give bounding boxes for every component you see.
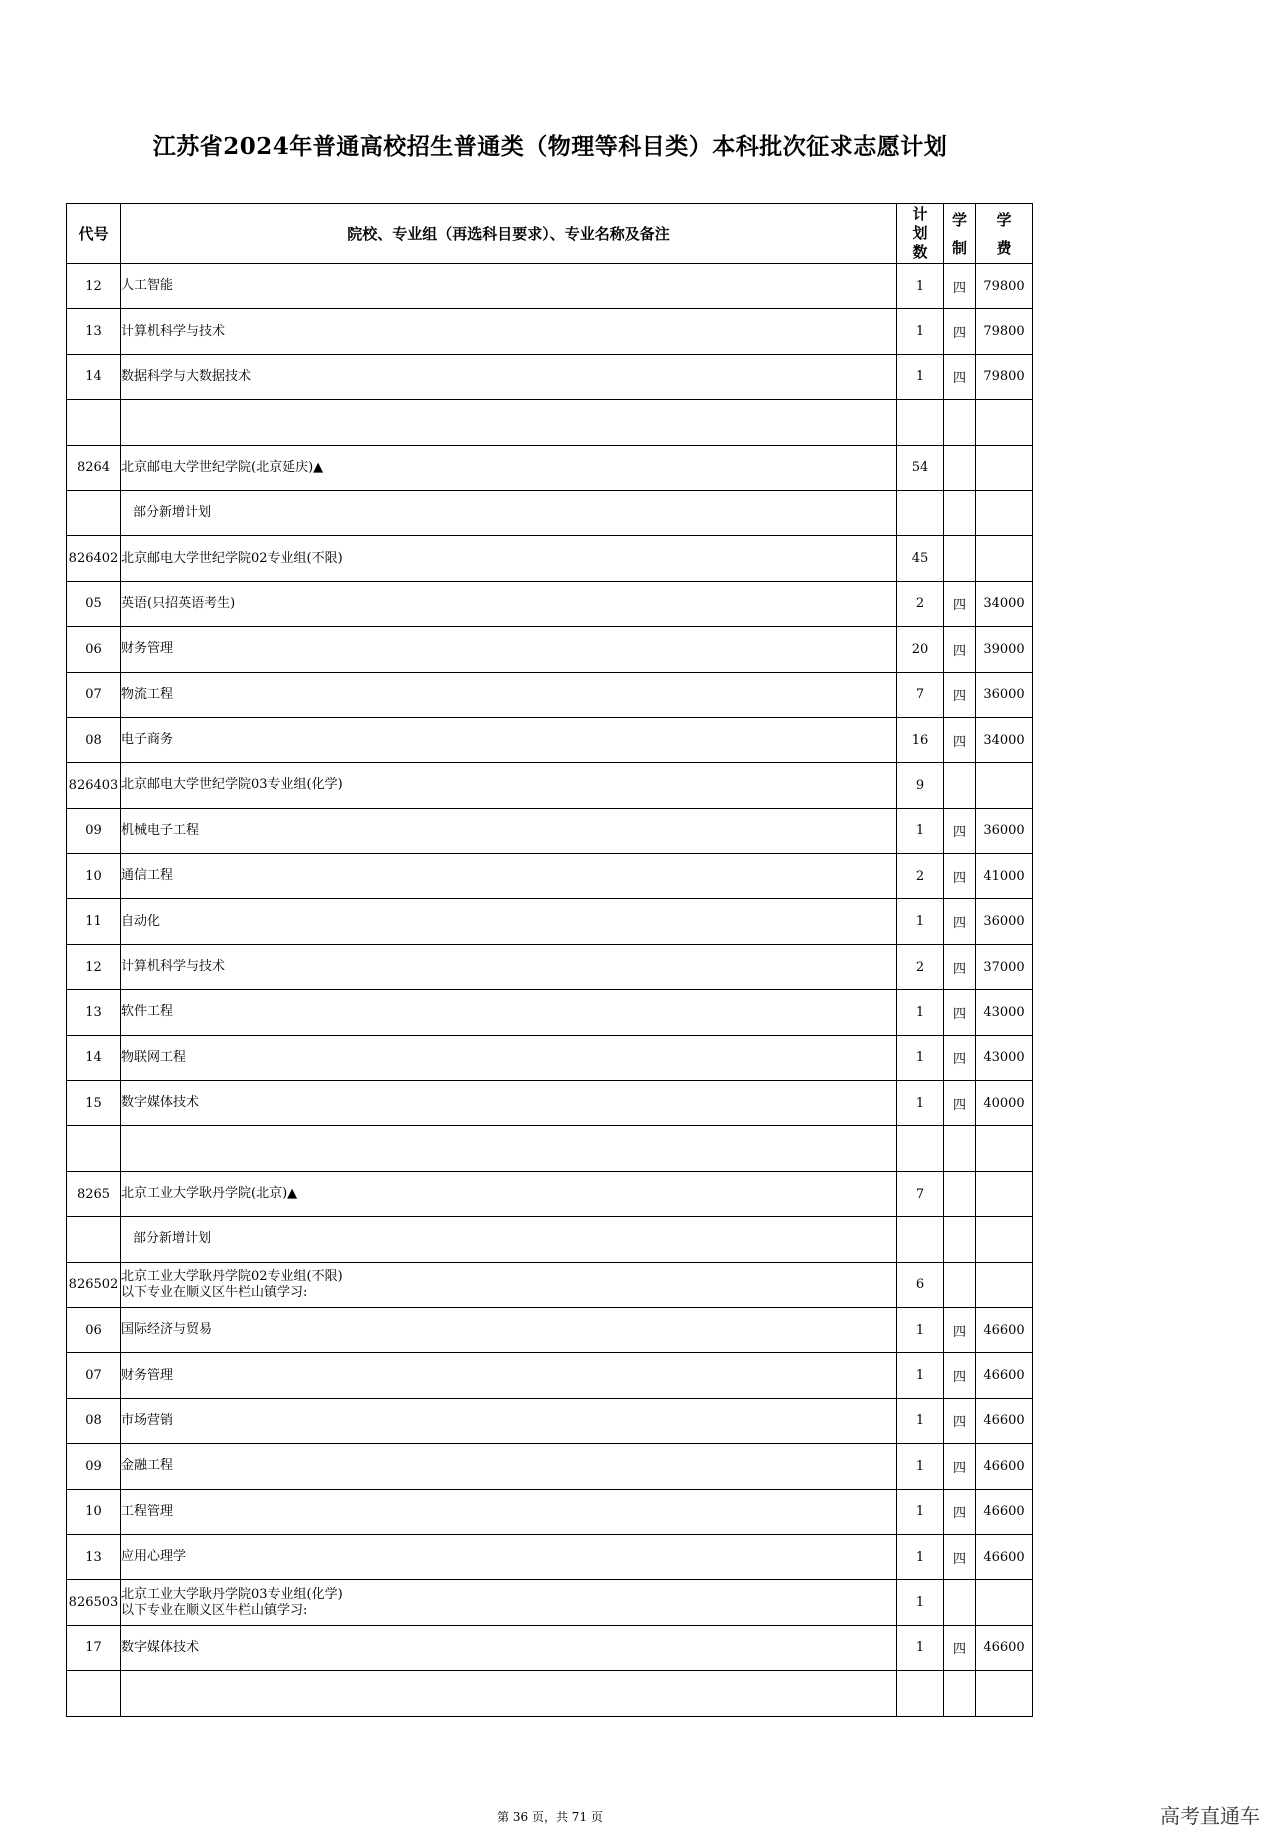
table-row xyxy=(67,1671,1033,1716)
row-fee xyxy=(976,1217,1033,1262)
row-code xyxy=(67,1126,121,1171)
row-code xyxy=(67,1671,121,1716)
row-name xyxy=(121,1444,897,1489)
row-code: 11 xyxy=(67,899,121,944)
row-fee: 43000 xyxy=(976,1035,1033,1080)
row-code: 09 xyxy=(67,1444,121,1489)
row-plan: 1 xyxy=(897,899,944,944)
row-name-line: 自动化 xyxy=(121,913,161,929)
row-code: 14 xyxy=(67,1035,121,1080)
row-fee xyxy=(976,400,1033,445)
row-code: 12 xyxy=(67,264,121,309)
row-fee: 46600 xyxy=(976,1534,1033,1579)
row-plan xyxy=(897,400,944,445)
row-name xyxy=(121,1625,897,1670)
table-row xyxy=(67,990,1033,1035)
row-duration: 四 xyxy=(944,1444,976,1489)
row-fee: 41000 xyxy=(976,854,1033,899)
table-row xyxy=(67,1398,1033,1443)
row-name xyxy=(121,1580,897,1625)
row-name xyxy=(121,354,897,399)
row-name-line: 人工智能 xyxy=(121,278,174,294)
row-plan: 54 xyxy=(897,445,944,490)
row-fee: 46600 xyxy=(976,1307,1033,1352)
row-plan: 20 xyxy=(897,627,944,672)
row-name xyxy=(121,944,897,989)
row-duration: 四 xyxy=(944,309,976,354)
page-number: 第 36 页，共 71 页 xyxy=(497,1810,603,1824)
row-duration: 四 xyxy=(944,1625,976,1670)
table-row xyxy=(67,1035,1033,1080)
row-code: 826402 xyxy=(67,536,121,581)
table-row xyxy=(67,1625,1033,1670)
row-plan: 7 xyxy=(897,1171,944,1216)
table-row xyxy=(67,672,1033,717)
row-duration: 四 xyxy=(944,854,976,899)
watermark: 高考直通车 xyxy=(1160,1804,1260,1828)
row-duration: 四 xyxy=(944,1398,976,1443)
row-code xyxy=(67,490,121,535)
table-row xyxy=(67,899,1033,944)
table-row xyxy=(67,763,1033,808)
row-plan: 1 xyxy=(897,1489,944,1534)
row-plan: 1 xyxy=(897,1398,944,1443)
row-name-line: 英语(只招英语考生) xyxy=(121,595,236,611)
row-name-line: 财务管理 xyxy=(121,1367,174,1383)
row-duration xyxy=(944,536,976,581)
row-name-line: 计算机科学与技术 xyxy=(121,323,226,339)
row-plan xyxy=(897,1217,944,1262)
row-plan: 7 xyxy=(897,672,944,717)
table-row xyxy=(67,808,1033,853)
row-name-line: 数据科学与大数据技术 xyxy=(121,368,252,384)
row-fee: 36000 xyxy=(976,808,1033,853)
row-name xyxy=(121,1534,897,1579)
row-fee: 36000 xyxy=(976,672,1033,717)
row-plan: 2 xyxy=(897,581,944,626)
row-fee xyxy=(976,763,1033,808)
row-name-line: 通信工程 xyxy=(121,868,174,884)
row-duration: 四 xyxy=(944,581,976,626)
row-name xyxy=(121,627,897,672)
row-plan: 1 xyxy=(897,1444,944,1489)
row-code: 07 xyxy=(67,1353,121,1398)
row-fee: 34000 xyxy=(976,717,1033,762)
table-row xyxy=(67,490,1033,535)
row-plan: 1 xyxy=(897,1625,944,1670)
row-plan xyxy=(897,1671,944,1716)
row-plan: 1 xyxy=(897,1353,944,1398)
row-name-line: 北京邮电大学世纪学院(北京延庆)▲ xyxy=(121,459,324,475)
row-name-line: 市场营销 xyxy=(121,1412,174,1428)
row-plan xyxy=(897,1126,944,1171)
row-fee: 46600 xyxy=(976,1444,1033,1489)
row-fee: 43000 xyxy=(976,990,1033,1035)
header-plan: 计 划 数 xyxy=(897,204,944,264)
table-row xyxy=(67,1262,1033,1307)
row-name-line: 物联网工程 xyxy=(121,1049,187,1065)
table-header-row xyxy=(67,204,1033,264)
table-row xyxy=(67,854,1033,899)
row-plan: 1 xyxy=(897,990,944,1035)
row-name-line: 电子商务 xyxy=(121,732,174,748)
row-code: 06 xyxy=(67,1307,121,1352)
row-fee xyxy=(976,1262,1033,1307)
row-code: 8265 xyxy=(67,1171,121,1216)
row-duration: 四 xyxy=(944,990,976,1035)
row-plan: 1 xyxy=(897,1580,944,1625)
header-code: 代号 xyxy=(67,204,121,264)
row-name-line: 部分新增计划 xyxy=(133,505,212,521)
row-plan: 1 xyxy=(897,1081,944,1126)
table-row xyxy=(67,717,1033,762)
row-fee: 37000 xyxy=(976,944,1033,989)
row-duration: 四 xyxy=(944,264,976,309)
row-fee: 79800 xyxy=(976,309,1033,354)
row-duration: 四 xyxy=(944,717,976,762)
row-name-line: 软件工程 xyxy=(121,1004,174,1020)
row-code: 10 xyxy=(67,1489,121,1534)
row-fee xyxy=(976,445,1033,490)
row-plan: 9 xyxy=(897,763,944,808)
row-name-line: 北京工业大学耿丹学院03专业组(化学) xyxy=(121,1586,343,1602)
row-name-line: 北京邮电大学世纪学院03专业组(化学) xyxy=(121,777,343,793)
row-code: 10 xyxy=(67,854,121,899)
row-plan xyxy=(897,490,944,535)
table-row xyxy=(67,445,1033,490)
row-fee xyxy=(976,1171,1033,1216)
row-code: 13 xyxy=(67,309,121,354)
row-name-line: 计算机科学与技术 xyxy=(121,959,226,975)
row-name-line: 应用心理学 xyxy=(121,1549,187,1565)
row-plan: 1 xyxy=(897,309,944,354)
row-name-line: 物流工程 xyxy=(121,686,174,702)
row-name xyxy=(121,1671,897,1716)
row-name-line: 机械电子工程 xyxy=(121,822,200,838)
row-name-line: 北京工业大学耿丹学院(北京)▲ xyxy=(121,1186,298,1201)
table-row xyxy=(67,627,1033,672)
row-duration: 四 xyxy=(944,672,976,717)
row-name xyxy=(121,309,897,354)
row-code: 09 xyxy=(67,808,121,853)
row-code: 15 xyxy=(67,1081,121,1126)
row-duration: 四 xyxy=(944,1307,976,1352)
row-fee: 39000 xyxy=(976,627,1033,672)
row-duration: 四 xyxy=(944,944,976,989)
row-name xyxy=(121,1489,897,1534)
row-plan: 1 xyxy=(897,1307,944,1352)
table-row xyxy=(67,1171,1033,1216)
row-code: 17 xyxy=(67,1625,121,1670)
row-name xyxy=(121,536,897,581)
table-row xyxy=(67,1126,1033,1171)
row-fee: 40000 xyxy=(976,1081,1033,1126)
row-code: 826503 xyxy=(67,1580,121,1625)
row-name xyxy=(121,445,897,490)
row-fee: 46600 xyxy=(976,1625,1033,1670)
row-plan: 1 xyxy=(897,1035,944,1080)
row-name xyxy=(121,990,897,1035)
row-name xyxy=(121,717,897,762)
row-name xyxy=(121,1353,897,1398)
row-duration: 四 xyxy=(944,1534,976,1579)
row-name xyxy=(121,1307,897,1352)
row-code: 8264 xyxy=(67,445,121,490)
row-code: 13 xyxy=(67,990,121,1035)
table-row xyxy=(67,1580,1033,1625)
row-code: 14 xyxy=(67,354,121,399)
table-row xyxy=(67,1489,1033,1534)
row-duration xyxy=(944,490,976,535)
row-plan: 2 xyxy=(897,854,944,899)
row-duration xyxy=(944,1671,976,1716)
row-duration xyxy=(944,1580,976,1625)
row-name-line: 财务管理 xyxy=(121,641,174,657)
row-duration xyxy=(944,445,976,490)
row-code: 08 xyxy=(67,717,121,762)
row-fee xyxy=(976,536,1033,581)
row-code: 12 xyxy=(67,944,121,989)
row-fee: 46600 xyxy=(976,1489,1033,1534)
row-duration: 四 xyxy=(944,354,976,399)
row-name-line: 国际经济与贸易 xyxy=(121,1322,213,1338)
table-row xyxy=(67,1353,1033,1398)
row-name-line: 数字媒体技术 xyxy=(121,1639,200,1655)
row-plan: 6 xyxy=(897,1262,944,1307)
table-row xyxy=(67,1307,1033,1352)
row-duration xyxy=(944,763,976,808)
row-plan: 1 xyxy=(897,808,944,853)
row-duration: 四 xyxy=(944,1081,976,1126)
row-plan: 1 xyxy=(897,354,944,399)
row-duration: 四 xyxy=(944,1353,976,1398)
table-row xyxy=(67,1081,1033,1126)
document-title: 江苏省2024年普通高校招生普通类（物理等科目类）本科批次征求志愿计划 xyxy=(152,133,948,160)
row-fee: 36000 xyxy=(976,899,1033,944)
row-name xyxy=(121,1081,897,1126)
row-duration: 四 xyxy=(944,1035,976,1080)
row-duration: 四 xyxy=(944,627,976,672)
table-row xyxy=(67,264,1033,309)
row-name xyxy=(121,1217,897,1262)
row-fee: 46600 xyxy=(976,1398,1033,1443)
row-fee: 79800 xyxy=(976,264,1033,309)
table-row xyxy=(67,400,1033,445)
row-name-line: 数字媒体技术 xyxy=(121,1095,200,1111)
row-plan: 2 xyxy=(897,944,944,989)
admission-plan-table xyxy=(66,203,1033,1717)
row-code: 13 xyxy=(67,1534,121,1579)
row-duration xyxy=(944,1171,976,1216)
row-fee xyxy=(976,1580,1033,1625)
row-name-note: 以下专业在顺义区牛栏山镇学习: xyxy=(121,1602,308,1618)
row-name xyxy=(121,400,897,445)
row-plan: 1 xyxy=(897,1534,944,1579)
table-row xyxy=(67,581,1033,626)
row-code xyxy=(67,400,121,445)
row-name-line: 北京工业大学耿丹学院02专业组(不限) xyxy=(121,1268,343,1284)
header-name: 院校、专业组（再选科目要求）、专业名称及备注 xyxy=(121,204,897,264)
row-code: 05 xyxy=(67,581,121,626)
table-row xyxy=(67,536,1033,581)
table-row xyxy=(67,1444,1033,1489)
row-code: 826502 xyxy=(67,1262,121,1307)
row-fee xyxy=(976,1126,1033,1171)
row-name-line: 部分新增计划 xyxy=(133,1231,212,1247)
row-name xyxy=(121,808,897,853)
row-duration xyxy=(944,1262,976,1307)
row-duration: 四 xyxy=(944,899,976,944)
row-name xyxy=(121,1398,897,1443)
row-fee: 79800 xyxy=(976,354,1033,399)
row-fee: 46600 xyxy=(976,1353,1033,1398)
row-duration xyxy=(944,400,976,445)
row-fee xyxy=(976,490,1033,535)
row-name xyxy=(121,1262,897,1307)
row-name-line: 工程管理 xyxy=(121,1503,174,1519)
row-duration: 四 xyxy=(944,808,976,853)
table-row xyxy=(67,309,1033,354)
row-plan: 45 xyxy=(897,536,944,581)
row-name xyxy=(121,1171,897,1216)
table-body xyxy=(67,264,1033,1717)
row-plan: 1 xyxy=(897,264,944,309)
row-fee: 34000 xyxy=(976,581,1033,626)
row-name xyxy=(121,763,897,808)
row-duration xyxy=(944,1126,976,1171)
row-name xyxy=(121,581,897,626)
row-code: 08 xyxy=(67,1398,121,1443)
row-duration: 四 xyxy=(944,1489,976,1534)
row-name xyxy=(121,490,897,535)
row-name xyxy=(121,264,897,309)
table-row xyxy=(67,944,1033,989)
row-name xyxy=(121,854,897,899)
row-fee xyxy=(976,1671,1033,1716)
row-name-note: 以下专业在顺义区牛栏山镇学习: xyxy=(121,1284,308,1300)
row-name-line: 金融工程 xyxy=(121,1458,174,1474)
row-plan: 16 xyxy=(897,717,944,762)
row-name-line: 北京邮电大学世纪学院02专业组(不限) xyxy=(121,550,343,566)
row-name xyxy=(121,1126,897,1171)
row-code xyxy=(67,1217,121,1262)
table-row xyxy=(67,1534,1033,1579)
row-duration xyxy=(944,1217,976,1262)
header-duration: 学 制 xyxy=(944,204,976,264)
row-name xyxy=(121,672,897,717)
row-code: 07 xyxy=(67,672,121,717)
row-code: 826403 xyxy=(67,763,121,808)
row-name xyxy=(121,1035,897,1080)
row-code: 06 xyxy=(67,627,121,672)
row-name xyxy=(121,899,897,944)
table-row xyxy=(67,1217,1033,1262)
table-row xyxy=(67,354,1033,399)
header-fee: 学 费 xyxy=(976,204,1033,264)
